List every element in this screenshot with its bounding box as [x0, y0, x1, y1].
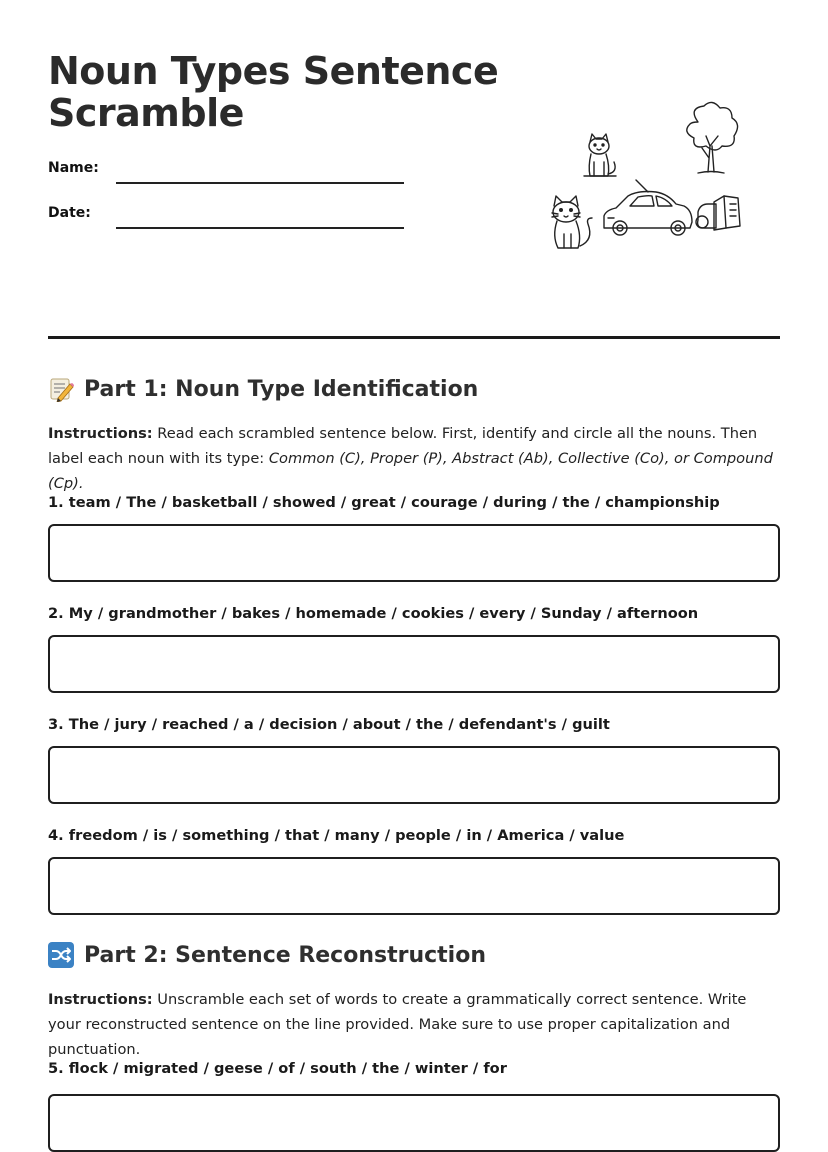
- tree-icon: [687, 102, 738, 173]
- part1-instructions-text: Read each scrambled sentence below. First, identify and circle all the nouns. Then label each noun with its type:: [48, 425, 758, 467]
- shuffle-icon: [48, 942, 74, 968]
- part1-instructions-label: Instructions:: [48, 425, 153, 442]
- small-cat-icon: [584, 134, 616, 176]
- answer-box-3[interactable]: [48, 746, 780, 804]
- part1-heading: [48, 374, 478, 404]
- part2-instructions: [48, 987, 780, 1062]
- cat-icon: [552, 196, 592, 248]
- question-1: 1. team / The / basketball / showed / great / courage / during / the / championship: [48, 494, 720, 511]
- name-field: [48, 160, 408, 184]
- memo-pencil-icon: [48, 376, 74, 402]
- date-line[interactable]: [116, 227, 404, 229]
- book-icon: [696, 196, 740, 230]
- worksheet-title: Noun Types Sentence Scramble: [48, 49, 499, 135]
- answer-box-1[interactable]: [48, 524, 780, 582]
- answer-box-5[interactable]: [48, 1094, 780, 1152]
- part1-instructions-types: Common (C), Proper (P), Abstract (Ab), Collective (Co), or Compound (Cp).: [48, 450, 773, 492]
- part2-instructions-label: Instructions:: [48, 991, 153, 1008]
- question-5: 5. flock / migrated / geese / of / south / the / winter / for: [48, 1060, 507, 1077]
- question-2: 2. My / grandmother / bakes / homemade / cookies / every / Sunday / afternoon: [48, 605, 699, 622]
- header-divider: [48, 336, 780, 339]
- part2-heading-text: Part 2: Sentence Reconstruction: [84, 942, 486, 968]
- car-icon: [604, 180, 692, 235]
- name-label: Name:: [48, 160, 99, 176]
- question-4: 4. freedom / is / something / that / many / people / in / America / value: [48, 827, 625, 844]
- name-line[interactable]: [116, 182, 404, 184]
- date-label: Date:: [48, 205, 91, 221]
- part1-heading-text: Part 1: Noun Type Identification: [84, 376, 479, 402]
- answer-box-4[interactable]: [48, 857, 780, 915]
- part2-heading: [48, 940, 486, 970]
- answer-box-2[interactable]: [48, 635, 780, 693]
- question-3: 3. The / jury / reached / a / decision / about / the / defendant's / guilt: [48, 716, 610, 733]
- noun-clipart: [548, 100, 748, 255]
- date-field: [48, 205, 408, 229]
- part1-instructions: [48, 421, 780, 496]
- part2-instructions-text: Unscramble each set of words to create a grammatically correct sentence. Write your reconstructed sentence on the line provided. Make sure to use proper capitalization and punctuation.: [48, 991, 747, 1058]
